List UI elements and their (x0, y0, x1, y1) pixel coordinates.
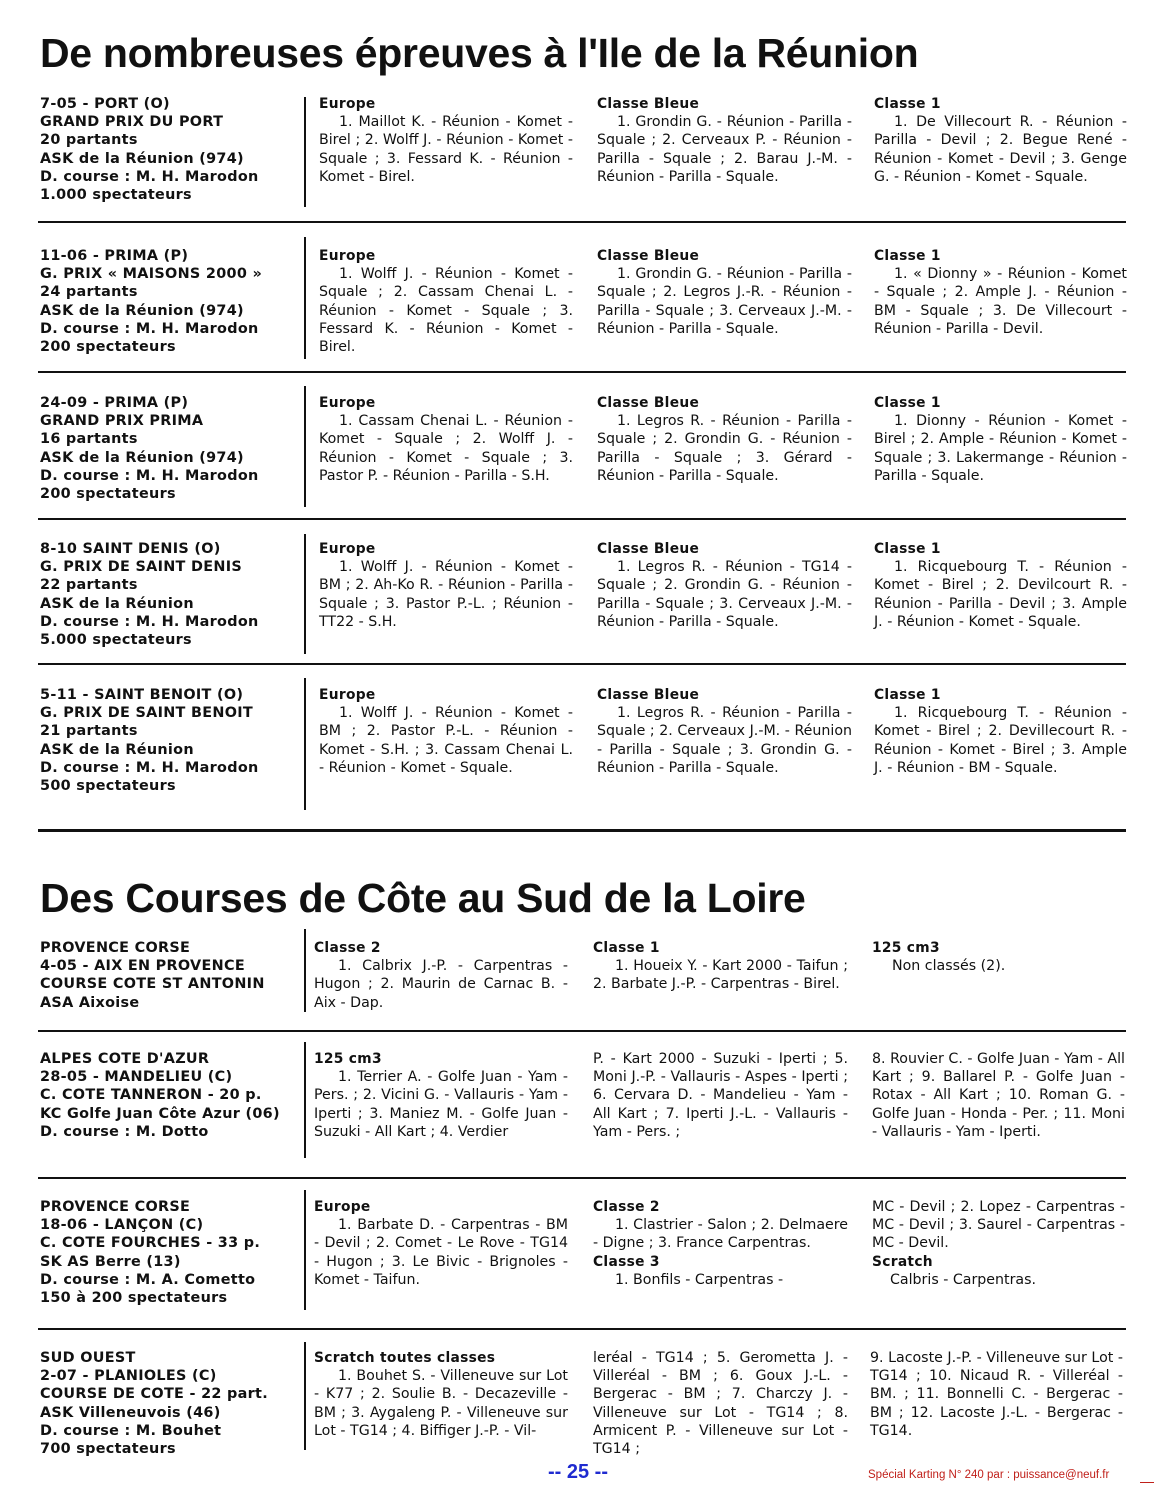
column-divider (304, 1042, 306, 1158)
class-heading: Europe (314, 1199, 371, 1215)
race-info: 7-05 - PORT (O) GRAND PRIX DU PORT 20 partants ASK de la Réunion (974) D. course : M. H. Marodon 1.000 spectateurs (40, 96, 259, 204)
class-heading: Classe Bleue (597, 687, 700, 703)
class-heading: Europe (319, 395, 376, 411)
results-classe-bleue (597, 394, 852, 485)
class-results: 1. Wolff J. - Réunion - Komet - Squale ; 2. Cassam Chenai L. - Réunion - Komet - Squale ; 3. Fessard K. - Réunion - Komet - Birel. (319, 266, 573, 356)
row-divider (38, 518, 1126, 520)
class-results: 1. Grondin G. - Réunion - Parilla - Squale ; 2. Legros J.-R. - Réunion - Parilla - Squale ; 3. Cerveaux J.-M. - Réunion - Parilla - Squale. (597, 266, 852, 337)
class-results: 1. Legros R. - Réunion - Parilla - Squale ; 2. Grondin G. - Réunion - Parilla - Squale ; 3. Gérard - Réunion - Parilla - Squale. (597, 413, 852, 484)
class-heading: Classe 1 (874, 395, 941, 411)
results-classe-bleue (597, 540, 852, 631)
class-results: 1. Terrier A. - Golfe Juan - Yam - Pers. ; 2. Vicini G. - Vallauris - Yam - Iperti ; 3. Maniez M. - Golfe Juan - Suzuki - All Kart ; 4. Verdier (314, 1069, 568, 1140)
class-heading: 125 cm3 (314, 1051, 382, 1067)
class-results: 1. Houeix Y. - Kart 2000 - Taifun ; 2. Barbate J.-P. - Carpentras - Birel. (593, 958, 848, 993)
results-classe-1 (874, 247, 1127, 338)
race-info: 11-06 - PRIMA (P) G. PRIX « MAISONS 2000 » 24 partants ASK de la Réunion (974) D. course : M. H. Marodon 200 spectateurs (40, 248, 263, 356)
results-classe-1 (874, 394, 1127, 485)
results-classe-1 (874, 686, 1127, 777)
row-divider (38, 1177, 1126, 1179)
class-results: 1. Clastrier - Salon ; 2. Delmaere - Digne ; 3. France Carpentras. (593, 1217, 848, 1252)
class-heading: Classe 1 (874, 541, 941, 557)
results-continued (593, 1349, 848, 1458)
results-classe-bleue (597, 247, 852, 338)
footer-underline (1140, 1482, 1154, 1483)
section-divider (38, 829, 1126, 832)
section-title-courses-de-cote: Des Courses de Côte au Sud de la Loire (40, 875, 806, 921)
results-classe-1 (593, 939, 848, 994)
class-results: leréal - TG14 ; 5. Gerometta J. - Villeréal - BM ; 6. Goux J.-L. - Bergerac - BM ; 7. Charczy J. - Villeneuve sur Lot - TG14 ; 8. Armicent P. - Villeneuve sur Lot - TG14 ; (593, 1350, 848, 1458)
results-europe (314, 1198, 568, 1289)
column-divider (304, 1342, 306, 1450)
results-classe-2 (314, 939, 568, 1012)
class-results: 1. Ricquebourg T. - Réunion - Komet - Birel ; 2. Devillecourt R. - Réunion - Komet - Birel ; 3. Ample J. - Réunion - BM - Squale. (874, 705, 1127, 776)
class-results: MC - Devil ; 2. Lopez - Carpentras - MC - Devil ; 3. Saurel - Carpentras - MC - Devil. (872, 1199, 1125, 1252)
column-divider (304, 1190, 306, 1310)
class-heading: Classe Bleue (597, 395, 700, 411)
section-title-reunion: De nombreuses épreuves à l'Ile de la Réunion (40, 30, 919, 76)
class-results: 1. Grondin G. - Réunion - Parilla - Squale ; 2. Cerveaux P. - Réunion - Parilla - Squale ; 2. Barau J.-M. - Réunion - Parilla - Squale. (597, 114, 852, 185)
results-europe (319, 394, 573, 485)
class-heading: Classe 1 (874, 687, 941, 703)
class-results: 1. Barbate D. - Carpentras - BM - Devil ; 2. Comet - Le Rove - TG14 - Hugon ; 3. Le Bivic - Brignoles - Komet - Taifun. (314, 1217, 568, 1288)
column-divider (304, 386, 306, 507)
class-results: 1. Maillot K. - Réunion - Komet - Birel ; 2. Wolff J. - Réunion - Komet - Squale ; 3. Fessard K. - Réunion - Komet - Birel. (319, 114, 573, 185)
class-results: 1. Ricquebourg T. - Réunion - Komet - Birel ; 2. Devilcourt R. - Réunion - Parilla - Devil ; 3. Ample J. - Réunion - Komet - Squale. (874, 559, 1127, 630)
class-heading: Classe 1 (874, 248, 941, 264)
class-heading: Europe (319, 96, 376, 112)
column-divider (304, 929, 306, 1012)
column-divider (304, 237, 306, 359)
class-results: P. - Kart 2000 - Suzuki - Iperti ; 5. Moni J.-P. - Vallauris - Aspes - Iperti ; 6. Cervara D. - Mandelieu - Yam - All Kart ; 7. Iperti J.-L. - Vallauris - Yam - Pers. ; (593, 1051, 848, 1140)
class-results: 1. Calbrix J.-P. - Carpentras - Hugon ; 2. Maurin de Carnac B. - Aix - Dap. (314, 958, 568, 1011)
race-info: 8-10 SAINT DENIS (O) G. PRIX DE SAINT DENIS 22 partants ASK de la Réunion D. course : M. H. Marodon 5.000 spectateurs (40, 541, 259, 649)
class-heading: Scratch (872, 1253, 933, 1270)
row-divider (38, 1030, 1126, 1032)
class-results: 1. Wolff J. - Réunion - Komet - BM ; 2. Pastor P.-L. - Réunion - Komet - S.H. ; 3. Cassam Chenai L. - Réunion - Komet - Squale. (319, 705, 573, 776)
class-heading: Classe 1 (874, 96, 941, 112)
results-europe (319, 686, 573, 777)
class-heading: Classe Bleue (597, 96, 700, 112)
results-europe (319, 95, 573, 186)
column-divider (304, 678, 306, 810)
race-info: 5-11 - SAINT BENOIT (O) G. PRIX DE SAINT BENOIT 21 partants ASK de la Réunion D. course : M. H. Marodon 500 spectateurs (40, 687, 259, 795)
row-divider (38, 1328, 1126, 1330)
results-classe-bleue (597, 686, 852, 777)
class-heading: Europe (319, 541, 376, 557)
column-divider (304, 97, 306, 207)
class-results: 1. Dionny - Réunion - Komet - Birel ; 2. Ample - Réunion - Komet - Squale ; 3. Lakermange - Réunion - Parilla - Squale. (874, 413, 1127, 484)
row-divider (38, 663, 1126, 665)
class-results: Calbris - Carpentras. (890, 1271, 1037, 1288)
results-continued (870, 1349, 1123, 1440)
column-divider (304, 534, 306, 654)
race-info: PROVENCE CORSE 18-06 - LANÇON (C) C. COTE FOURCHES - 33 p. SK AS Berre (13) D. course : M. A. Cometto 150 à 200 spectateurs (40, 1199, 261, 1307)
class-results: 9. Lacoste J.-P. - Villeneuve sur Lot - TG14 ; 10. Nicaud R. - Villeréal - BM. ; 11. Bonnelli C. - Bergerac - BM ; 12. Lacoste J.-L. - Bergerac - TG14. (870, 1350, 1123, 1439)
class-heading: Classe 1 (593, 940, 660, 956)
class-results: 8. Rouvier C. - Golfe Juan - Yam - All Kart ; 9. Ballarel P. - Golfe Juan - Rotax - All Kart ; 10. Roman G. - Golfe Juan - Honda - Per. ; 11. Moni - Vallauris - Yam - Iperti. (872, 1051, 1125, 1140)
results-classe-2-3 (593, 1198, 848, 1289)
class-results: 1. Legros R. - Réunion - Parilla - Squale ; 2. Cerveaux J.-M. - Réunion - Parilla - Squale ; 3. Grondin G. - Réunion - Parilla - Squale. (597, 705, 852, 776)
page-number: -- 25 -- (548, 1461, 608, 1483)
results-125cm3 (872, 939, 1125, 975)
class-heading: Classe 2 (593, 1199, 660, 1215)
results-continued (872, 1050, 1125, 1141)
class-heading: Classe 2 (314, 940, 381, 956)
results-europe (319, 540, 573, 631)
results-classe-1 (874, 95, 1127, 186)
results-continued (872, 1198, 1125, 1289)
class-heading: Scratch toutes classes (314, 1350, 496, 1366)
race-info: 24-09 - PRIMA (P) GRAND PRIX PRIMA 16 partants ASK de la Réunion (974) D. course : M. H. Marodon 200 spectateurs (40, 395, 259, 503)
results-classe-bleue (597, 95, 852, 186)
class-heading: 125 cm3 (872, 940, 940, 956)
row-divider (38, 221, 1126, 223)
class-results: 1. « Dionny » - Réunion - Komet - Squale ; 2. Ample J. - Réunion - BM - Squale ; 3. De Villecourt - Réunion - Parilla - Devil. (874, 266, 1127, 337)
class-results: 1. Bouhet S. - Villeneuve sur Lot - K77 ; 2. Soulie B. - Decazeville - BM ; 3. Aygaleng P. - Villeneuve sur Lot - TG14 ; 4. Biffiger J.-P. - Vil- (314, 1368, 568, 1439)
results-continued (593, 1050, 848, 1141)
results-scratch (314, 1349, 568, 1440)
class-results: 1. Wolff J. - Réunion - Komet - BM ; 2. Ah-Ko R. - Réunion - Parilla - Squale ; 3. Pastor P.-L. ; Réunion - TT22 - S.H. (319, 559, 573, 630)
race-info: SUD OUEST 2-07 - PLANIOLES (C) COURSE DE COTE - 22 part. ASK Villeneuvois (46) D. course : M. Bouhet 700 spectateurs (40, 1350, 268, 1458)
class-heading: Europe (319, 248, 376, 264)
race-info: ALPES COTE D'AZUR 28-05 - MANDELIEU (C) C. COTE TANNERON - 20 p. KC Golfe Juan Côte Azur (06) D. course : M. Dotto (40, 1051, 280, 1140)
row-divider (38, 371, 1126, 373)
class-results: 1. Legros R. - Réunion - TG14 - Squale ; 2. Grondin G. - Réunion - Parilla - Squale ; 3. Cerveaux J.-M. - Réunion - Parilla - Squale. (597, 559, 852, 630)
results-europe (319, 247, 573, 356)
footer-credit: Spécial Karting N° 240 par : puissance@neuf.fr (868, 1469, 1110, 1481)
class-heading: Classe Bleue (597, 248, 700, 264)
class-results: Non classés (2). (892, 958, 1006, 975)
race-info: PROVENCE CORSE 4-05 - AIX EN PROVENCE COURSE COTE ST ANTONIN ASA Aixoise (40, 940, 265, 1011)
results-125cm3 (314, 1050, 568, 1141)
class-results: 1. Cassam Chenai L. - Réunion - Komet - Squale ; 2. Wolff J. - Réunion - Komet - Squale ; 3. Pastor P. - Réunion - Parilla - S.H. (319, 413, 573, 484)
class-heading: Classe 3 (593, 1253, 660, 1270)
class-heading: Europe (319, 687, 376, 703)
class-results: 1. De Villecourt R. - Réunion - Parilla - Devil ; 2. Begue René - Réunion - Komet - Devil ; 3. Genge G. - Réunion - Komet - Squale. (874, 114, 1127, 185)
results-classe-1 (874, 540, 1127, 631)
class-heading: Classe Bleue (597, 541, 700, 557)
class-results: 1. Bonfils - Carpentras - (615, 1271, 784, 1288)
